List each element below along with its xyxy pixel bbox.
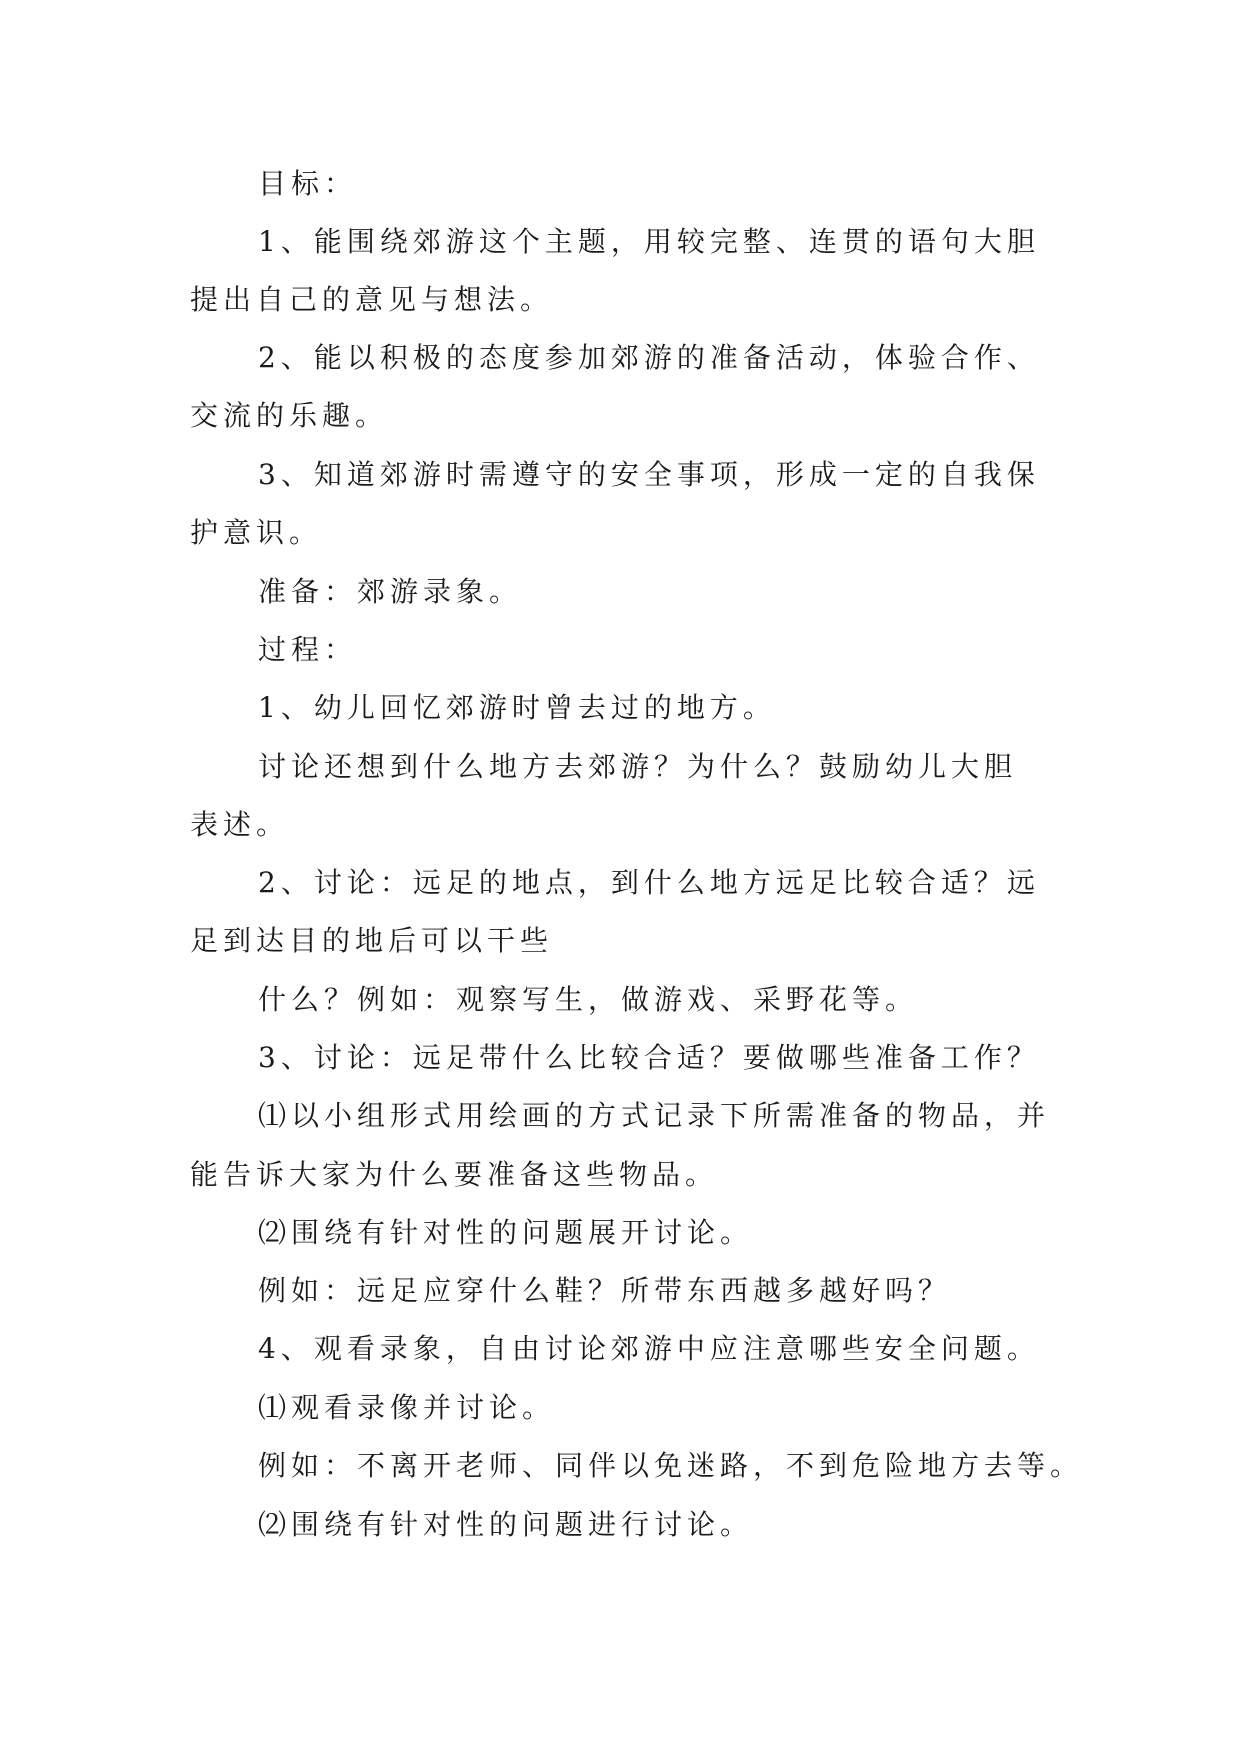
- paragraph-line: 3、讨论：远足带什么比较合适？要做哪些准备工作？: [258, 1041, 1040, 1074]
- paragraph-line: ⑴观看录像并讨论。: [258, 1391, 556, 1424]
- paragraph-line: ⑵围绕有针对性的问题进行讨论。: [258, 1508, 754, 1541]
- paragraph-line: 表述。: [190, 808, 290, 841]
- paragraph-line: ⑴以小组形式用绘画的方式记录下所需准备的物品，并: [258, 1099, 1051, 1132]
- paragraph-line: 交流的乐趣。: [190, 399, 389, 432]
- paragraph-line: 护意识。: [190, 516, 323, 549]
- paragraph-line: 能告诉大家为什么要准备这些物品。: [190, 1158, 719, 1191]
- paragraph-line: 讨论还想到什么地方去郊游？为什么？鼓励幼儿大胆: [258, 750, 1018, 783]
- paragraph-line: 什么？例如：观察写生，做游戏、采野花等。: [258, 983, 919, 1016]
- paragraph-line: 足到达目的地后可以干些: [190, 924, 554, 957]
- paragraph-line: 例如：不离开老师、同伴以免迷路，不到危险地方去等。: [258, 1449, 1084, 1482]
- paragraph-line: 2、能以积极的态度参加郊游的准备活动，体验合作、: [258, 341, 1040, 374]
- paragraph-line: 例如：远足应穿什么鞋？所带东西越多越好吗？: [258, 1274, 952, 1307]
- paragraph-line: 2、讨论：远足的地点，到什么地方远足比较合适？远: [258, 866, 1040, 899]
- paragraph-line: 1、幼儿回忆郊游时曾去过的地方。: [258, 691, 776, 724]
- paragraph-line: 4、观看录象，自由讨论郊游中应注意哪些安全问题。: [258, 1332, 1040, 1365]
- paragraph-line: 提出自己的意见与想法。: [190, 283, 554, 316]
- heading-preparation: 准备：郊游录象。: [258, 575, 523, 608]
- heading-goals: 目标：: [258, 167, 358, 200]
- paragraph-line: 1、能围绕郊游这个主题，用较完整、连贯的语句大胆: [258, 225, 1040, 258]
- heading-process: 过程：: [258, 633, 358, 666]
- paragraph-line: ⑵围绕有针对性的问题展开讨论。: [258, 1216, 754, 1249]
- paragraph-line: 3、知道郊游时需遵守的安全事项，形成一定的自我保: [258, 458, 1040, 491]
